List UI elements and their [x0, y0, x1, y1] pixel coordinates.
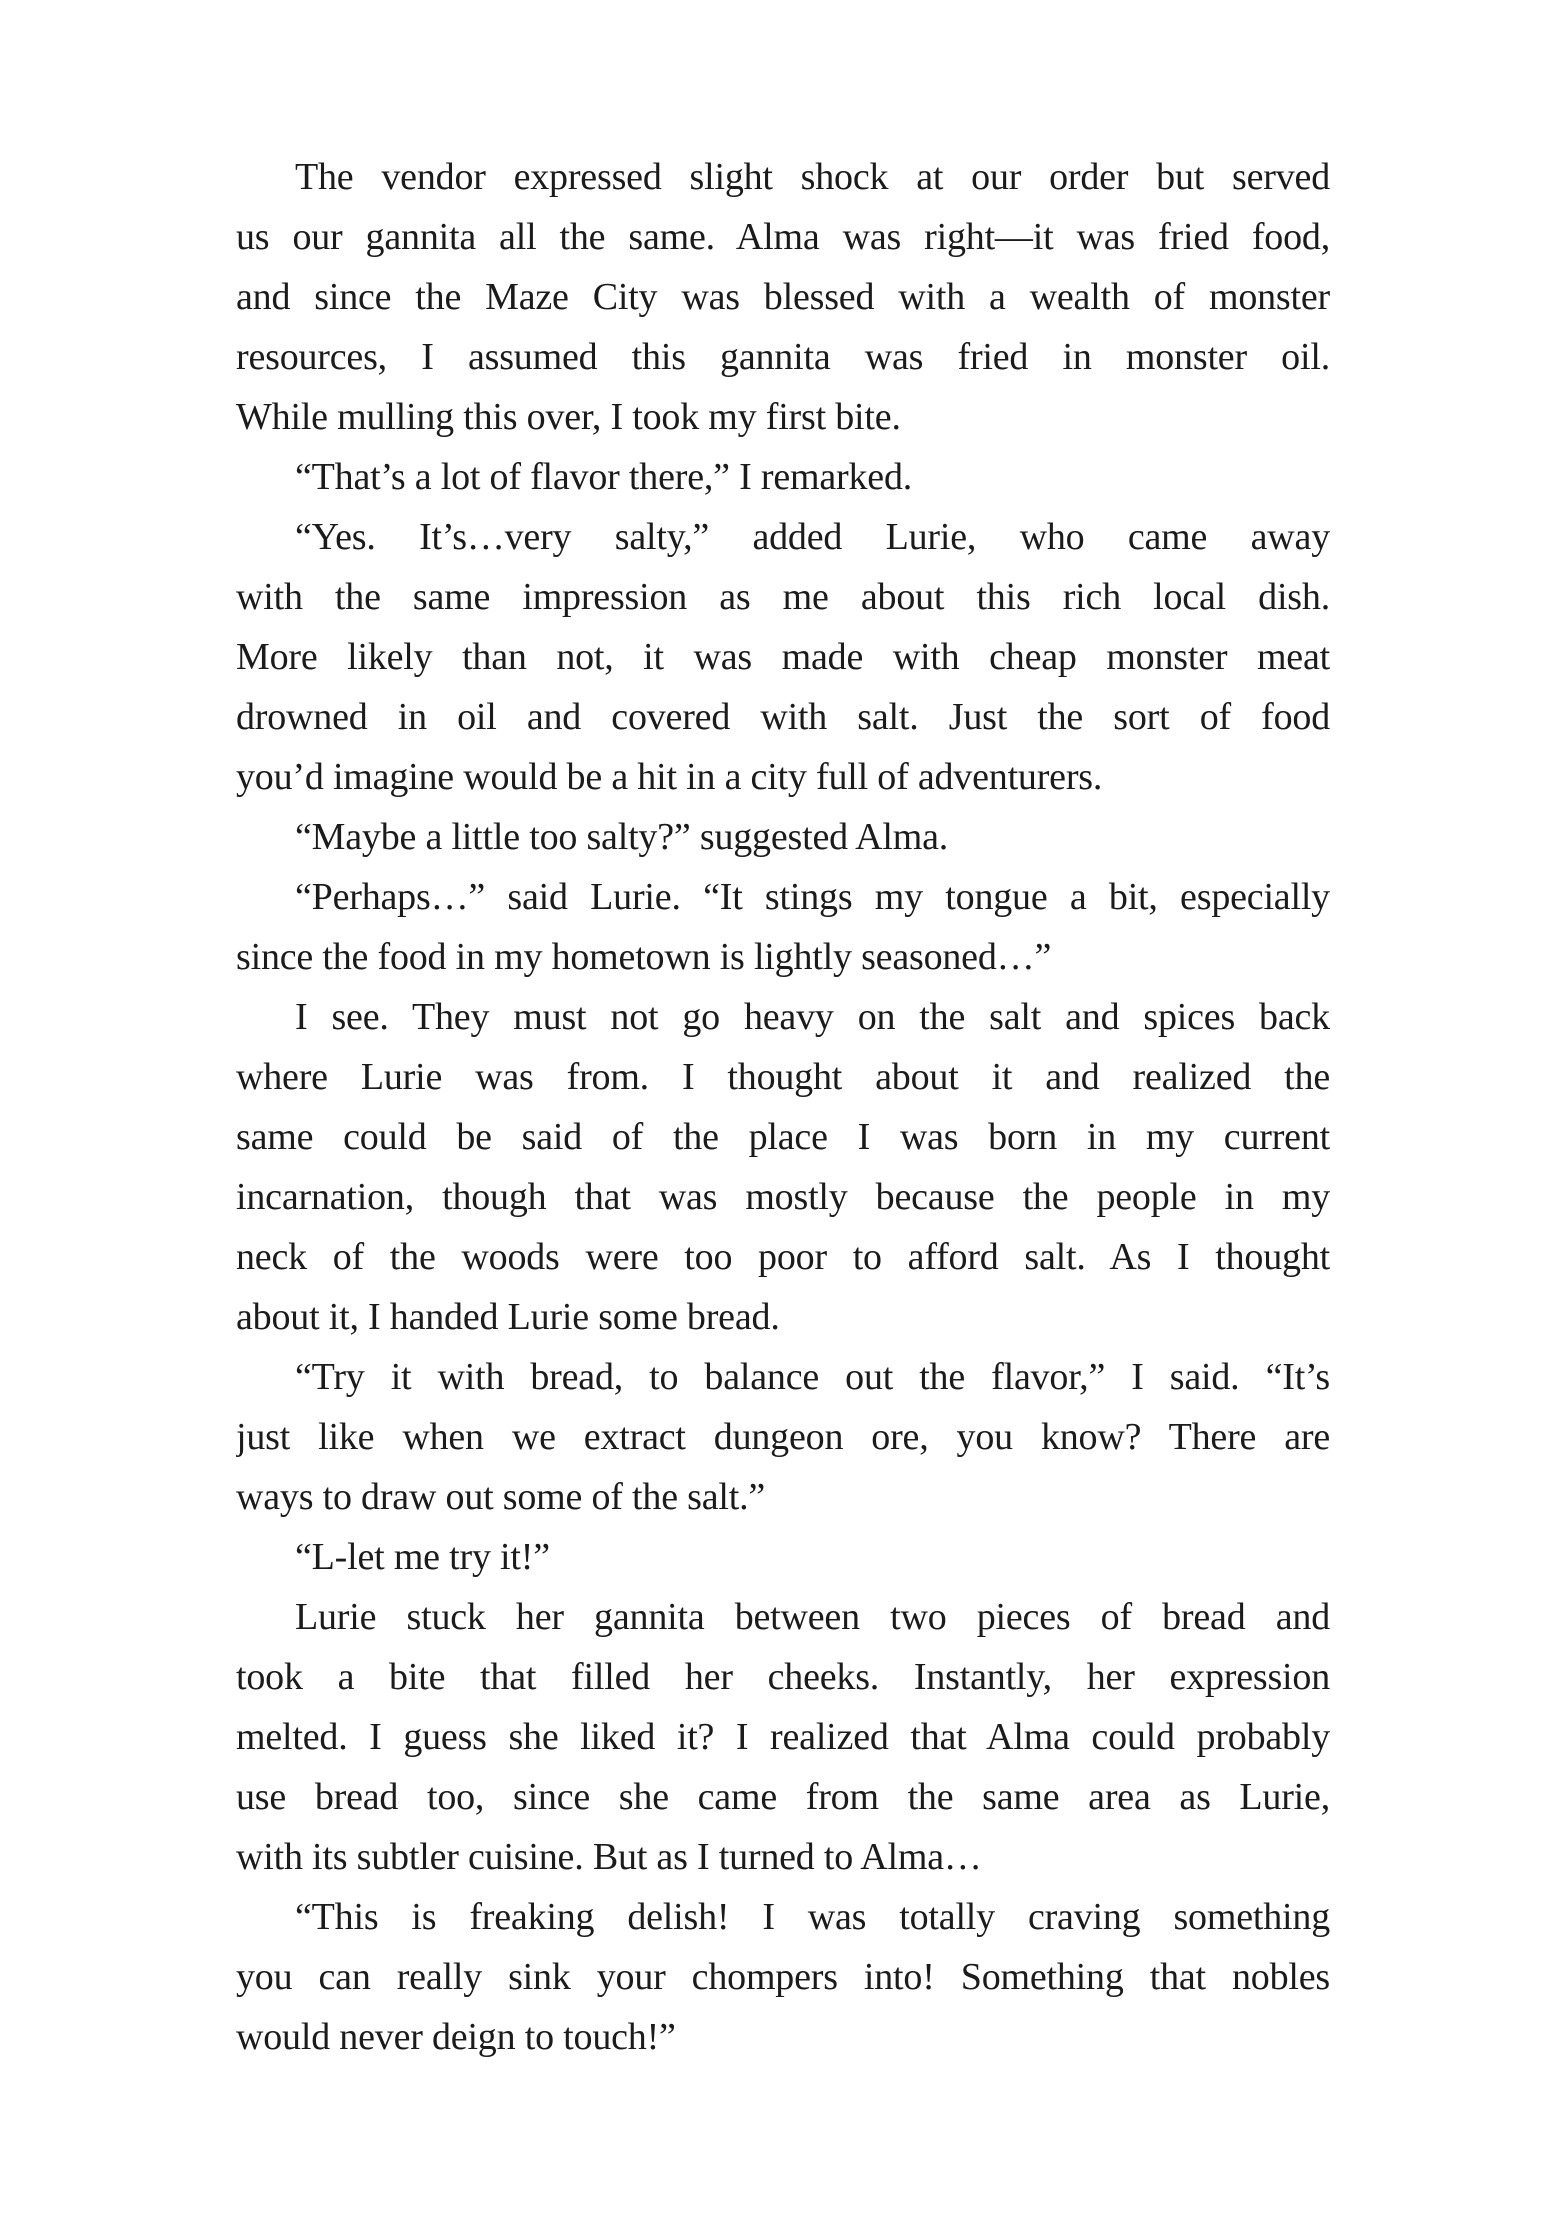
text-line: since the food in my hometown is lightly seasoned…” [236, 936, 1052, 978]
text-line: incarnation, though that was mostly because the people in my [236, 1176, 1330, 1218]
text-line: about it, I handed Lurie some bread. [236, 1296, 780, 1338]
text-line: “Try it with bread, to balance out the flavor,” I said. “It’s [295, 1356, 1330, 1398]
text-line: “L-let me try it!” [295, 1536, 550, 1578]
text-line: would never deign to touch!” [236, 2016, 676, 2058]
text-line: us our gannita all the same. Alma was right—it was fried food, [236, 216, 1330, 258]
text-line: drowned in oil and covered with salt. Just the sort of food [236, 696, 1330, 738]
text-line: I see. They must not go heavy on the salt and spices back [295, 996, 1330, 1038]
text-line: use bread too, since she came from the same area as Lurie, [236, 1776, 1330, 1818]
text-line: “Perhaps…” said Lurie. “It stings my tongue a bit, especially [295, 876, 1330, 918]
text-line: “This is freaking delish! I was totally craving something [295, 1896, 1330, 1938]
text-line: took a bite that filled her cheeks. Instantly, her expression [236, 1656, 1330, 1698]
text-line: same could be said of the place I was born in my current [236, 1116, 1330, 1158]
text-line: The vendor expressed slight shock at our order but served [295, 156, 1330, 198]
text-line: “Maybe a little too salty?” suggested Alma. [295, 816, 949, 858]
text-line: ways to draw out some of the salt.” [236, 1476, 766, 1518]
text-line: neck of the woods were too poor to afford salt. As I thought [236, 1236, 1330, 1278]
text-line: just like when we extract dungeon ore, you know? There are [236, 1416, 1330, 1458]
text-line: More likely than not, it was made with cheap monster meat [236, 636, 1330, 678]
text-line: melted. I guess she liked it? I realized that Alma could probably [236, 1716, 1330, 1758]
page-text-block [236, 147, 1330, 2067]
text-line: resources, I assumed this gannita was fried in monster oil. [236, 336, 1330, 378]
text-line: where Lurie was from. I thought about it and realized the [236, 1056, 1330, 1098]
text-line: you can really sink your chompers into! Something that nobles [236, 1956, 1330, 1998]
text-line: with the same impression as me about this rich local dish. [236, 576, 1330, 618]
text-line: “Yes. It’s…very salty,” added Lurie, who came away [295, 516, 1330, 558]
text-line: and since the Maze City was blessed with a wealth of monster [236, 276, 1330, 318]
text-line: Lurie stuck her gannita between two pieces of bread and [295, 1596, 1330, 1638]
text-line: “That’s a lot of flavor there,” I remarked. [295, 456, 913, 498]
text-line: you’d imagine would be a hit in a city full of adventurers. [236, 756, 1103, 798]
text-line: While mulling this over, I took my first bite. [236, 396, 901, 438]
text-line: with its subtler cuisine. But as I turned to Alma… [236, 1836, 982, 1878]
